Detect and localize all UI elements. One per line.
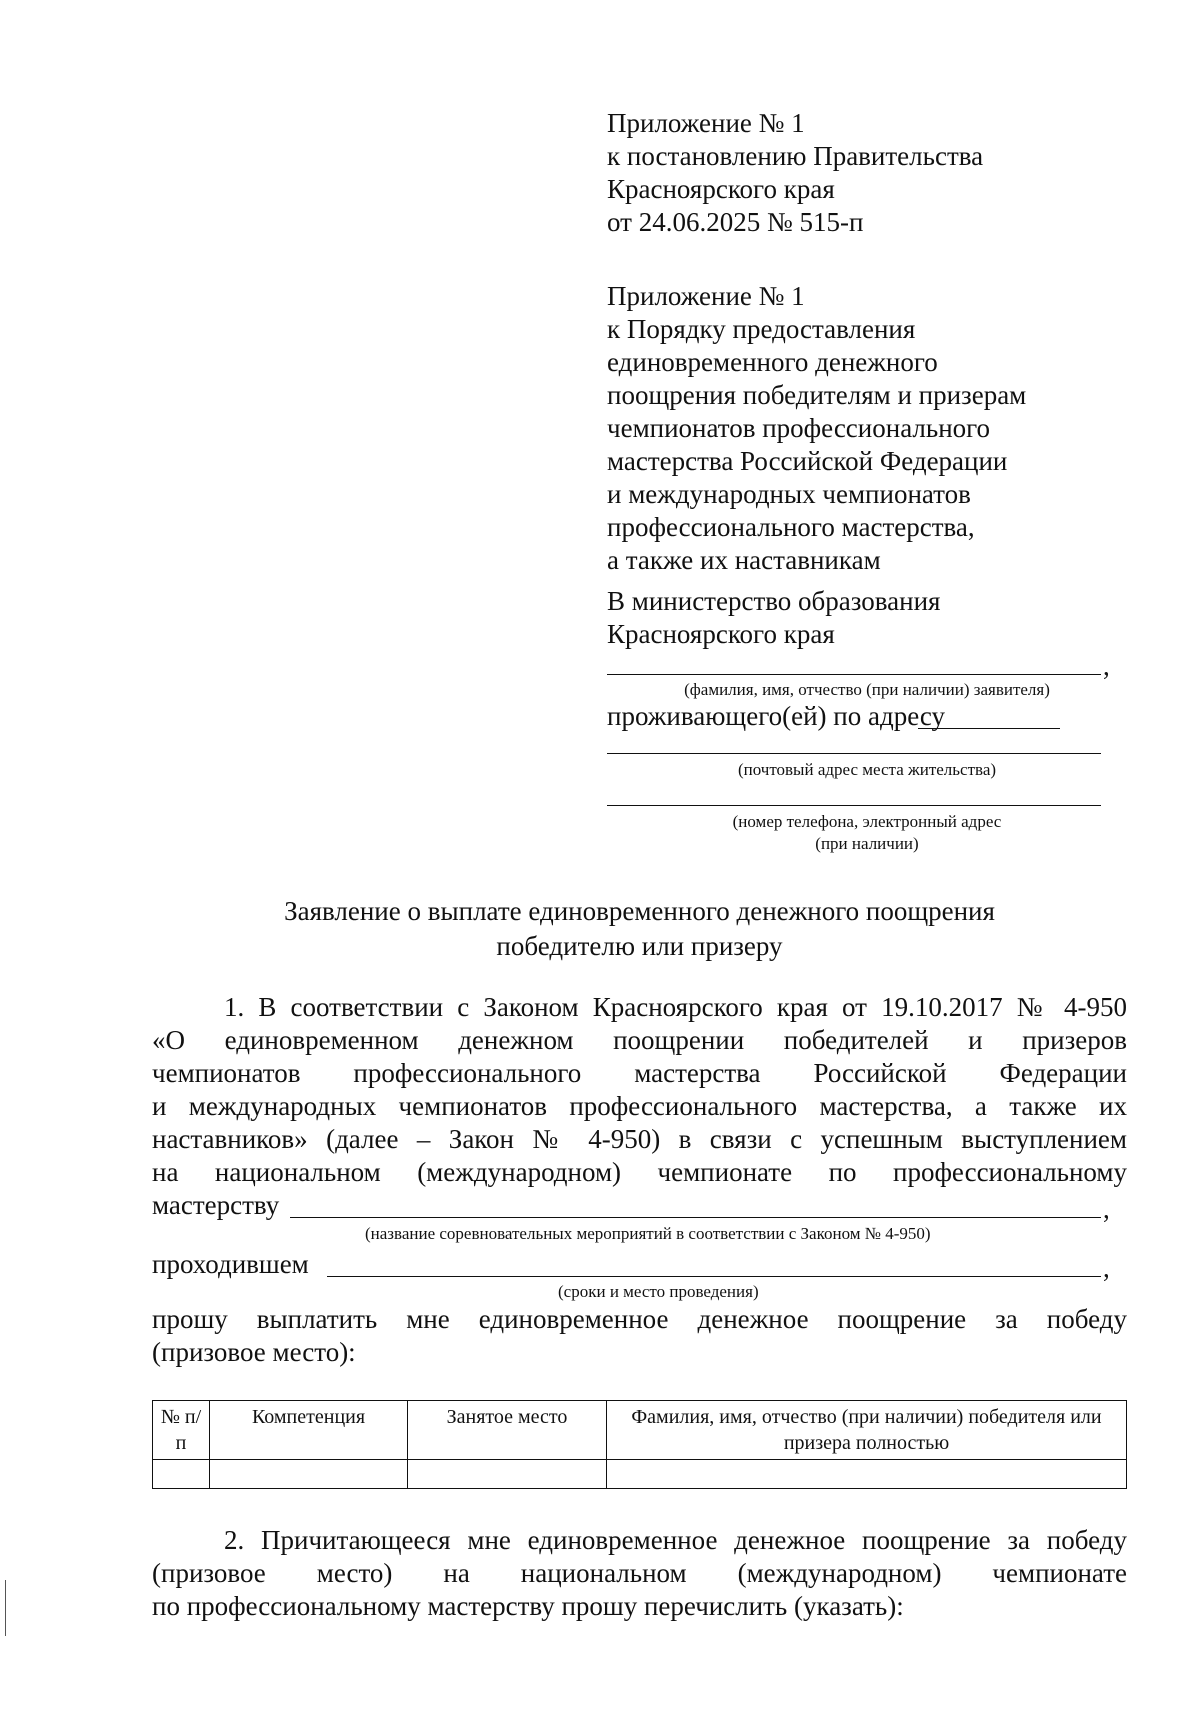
- table-header-row: [153, 1401, 1127, 1460]
- scan-edge-mark: [5, 1580, 6, 1636]
- paragraph-line: и международных чемпионатов профессионального мастерства, а также их: [152, 1091, 1127, 1121]
- appendix-line: Приложение № 1: [607, 108, 805, 138]
- contact-hint-2: (при наличии): [815, 834, 919, 853]
- addressee-line: В министерство образования: [607, 586, 941, 616]
- paragraph-line: по профессиональному мастерству прошу перечислить (указать):: [152, 1591, 904, 1621]
- table-row: [153, 1460, 1127, 1489]
- appendix-line: от 24.06.2025 № 515-п: [607, 207, 864, 237]
- winners-table: [152, 1400, 1127, 1489]
- appendix-line: к постановлению Правительства: [607, 141, 984, 171]
- paragraph-line: наставников» (далее – Закон № 4-950) в связи с успешным выступлением: [152, 1124, 1127, 1154]
- postal-address-field[interactable]: [607, 753, 1101, 754]
- name-line-comma: ,: [1103, 651, 1110, 681]
- request-line-2: (призовое место):: [152, 1337, 356, 1367]
- column-header-competence: Компетенция: [210, 1401, 408, 1460]
- appendix-line: Красноярского края: [607, 174, 835, 204]
- held-line-comma: ,: [1103, 1253, 1110, 1283]
- appendix-procedure-block: [607, 280, 1127, 577]
- document-title-line2: победителю или призеру: [496, 931, 783, 961]
- contact-field[interactable]: [607, 805, 1101, 806]
- appendix-line: единовременного денежного: [607, 347, 938, 377]
- appendix-line: профессионального мастерства,: [607, 512, 975, 542]
- addressee-block: [607, 585, 1127, 651]
- column-header-full-name: Фамилия, имя, отчество (при наличии) победителя или призера полностью: [607, 1401, 1127, 1460]
- table-cell[interactable]: [153, 1460, 210, 1489]
- appendix-line: мастерства Российской Федерации: [607, 446, 1008, 476]
- paragraph-line: 2. Причитающееся мне единовременное денежное поощрение за победу: [224, 1525, 1127, 1555]
- paragraph-2: [152, 1524, 1127, 1623]
- held-label: проходившем: [152, 1249, 309, 1279]
- residing-address-field[interactable]: [918, 728, 1060, 729]
- appendix-line: Приложение № 1: [607, 281, 805, 311]
- document-title-line1: Заявление о выплате единовременного денежного поощрения: [284, 896, 995, 926]
- paragraph-1: [152, 991, 1127, 1189]
- mastery-label: мастерству: [152, 1190, 280, 1220]
- paragraph-line: «О единовременном денежном поощрении победителей и призеров: [152, 1025, 1127, 1055]
- applicant-name-field[interactable]: [607, 674, 1101, 675]
- appendix-line: поощрения победителям и призерам: [607, 380, 1027, 410]
- appendix-line: чемпионатов профессионального: [607, 413, 991, 443]
- request-line-1: прошу выплатить мне единовременное денежное поощрение за победу: [152, 1304, 1127, 1334]
- postal-address-hint: (почтовый адрес места жительства): [737, 760, 997, 779]
- mastery-line-comma: ,: [1103, 1194, 1110, 1224]
- appendix-resolution-block: [607, 107, 1127, 239]
- applicant-name-hint: (фамилия, имя, отчество (при наличии) заявителя): [684, 680, 1050, 699]
- appendix-line: и международных чемпионатов: [607, 479, 971, 509]
- paragraph-line: на национальном (международном) чемпионате по профессиональному: [152, 1157, 1127, 1187]
- dates-place-hint: (сроки и место проведения): [558, 1282, 759, 1301]
- dates-place-field[interactable]: [327, 1276, 1101, 1277]
- table-cell[interactable]: [607, 1460, 1127, 1489]
- addressee-line: Красноярского края: [607, 619, 835, 649]
- column-header-number: № п/п: [153, 1401, 210, 1460]
- appendix-line: а также их наставникам: [607, 545, 881, 575]
- table-cell[interactable]: [210, 1460, 408, 1489]
- contact-hint-1: (номер телефона, электронный адрес: [732, 812, 1002, 831]
- paragraph-line: (призовое место) на национальном (международном) чемпионате: [152, 1558, 1127, 1588]
- paragraph-line: 1. В соответствии с Законом Красноярского края от 19.10.2017 № 4-950: [224, 992, 1127, 1022]
- competition-name-field[interactable]: [290, 1217, 1101, 1218]
- appendix-line: к Порядку предоставления: [607, 314, 916, 344]
- table-cell[interactable]: [408, 1460, 607, 1489]
- paragraph-line: чемпионатов профессионального мастерства Российской Федерации: [152, 1058, 1127, 1088]
- residing-label: проживающего(ей) по адресу: [607, 701, 945, 731]
- column-header-place: Занятое место: [408, 1401, 607, 1460]
- competition-name-hint: (название соревновательных мероприятий в соответствии с Законом № 4-950): [365, 1224, 931, 1243]
